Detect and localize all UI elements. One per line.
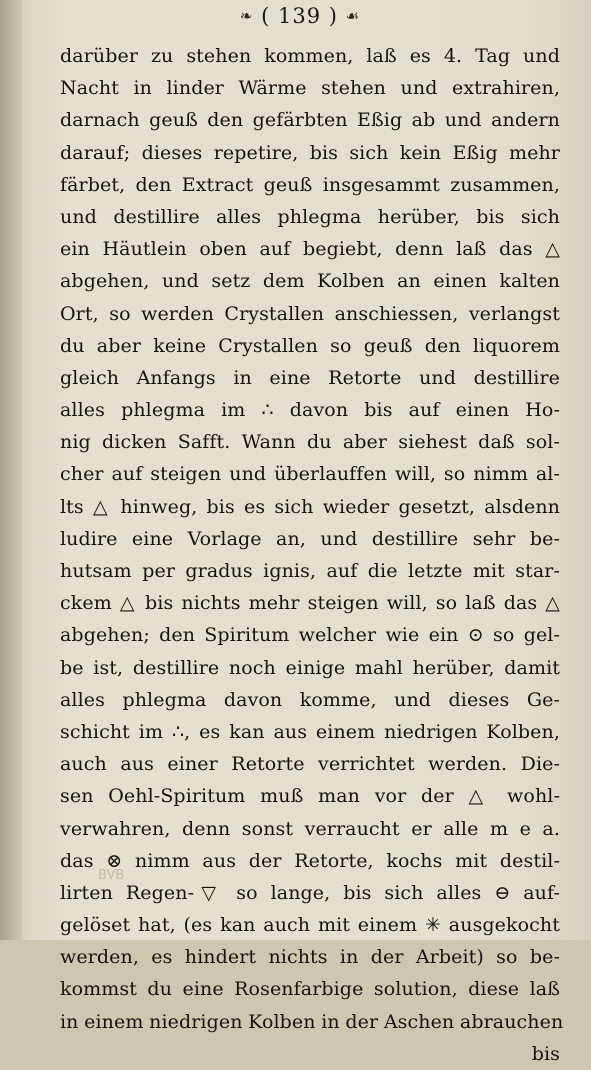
text-line: alles phlegma im ∴ davon bis auf einen Ho-	[60, 399, 560, 422]
text-line: kommst du eine Rosenfarbige solution, diese laß	[60, 978, 560, 1001]
text-line: färbet, den Extract geuß insgesammt zusammen,	[60, 173, 560, 196]
library-stamp: BVB	[98, 868, 125, 883]
text-line: schicht im ∴, es kan aus einem niedrigen Kolben,	[60, 720, 560, 743]
text-line: sen Oehl-Spiritum muß man vor der △ wohl-	[60, 785, 560, 808]
page-number: ( 139 )	[261, 4, 338, 28]
text-line: darauf; dieses repetire, bis sich kein Eßig mehr	[60, 141, 560, 164]
text-line: und destillire alles phlegma herüber, bis sich	[60, 205, 560, 228]
text-line: cher auf steigen und überlauffen will, so nimm al-	[60, 463, 560, 486]
text-line: gelöset hat, (es kan auch mit einem ✳ ausgekocht	[60, 914, 560, 937]
text-line: auch aus einer Retorte verrichtet werden. Die-	[60, 753, 560, 776]
text-line: werden, es hindert nichts in der Arbeit) so be-	[60, 946, 560, 969]
text-line: abgehen; den Spiritum welcher wie ein ⊙ so gel-	[60, 624, 560, 647]
body-text	[60, 40, 564, 1070]
text-line: abgehen, und setz dem Kolben an einen kalten	[60, 270, 560, 293]
text-line: in einem niedrigen Kolben in der Aschen abrauchen	[60, 1010, 564, 1033]
text-line: lts △ hinweg, bis es sich wieder gesetzt, alsdenn	[60, 495, 560, 518]
text-line: darnach geuß den gefärbten Eßig ab und andern	[60, 109, 560, 132]
text-line: Nacht in linder Wärme stehen und extrahiren,	[60, 77, 560, 100]
header-ornament-left: ❧	[239, 7, 254, 25]
text-line: du aber keine Crystallen so geuß den liquorem	[60, 334, 560, 357]
page-gutter-shadow	[0, 0, 22, 940]
text-line: gleich Anfangs in eine Retorte und destillire	[60, 366, 560, 389]
text-line: darüber zu stehen kommen, laß es 4. Tag und	[60, 45, 560, 67]
text-line: nig dicken Safft. Wann du aber siehest daß sol-	[60, 431, 560, 454]
page-header	[200, 4, 400, 30]
text-line: lirten Regen-▽ so lange, bis sich alles ⊖ auf-	[60, 881, 560, 904]
text-line: Ort, so werden Crystallen anschiessen, verlangst	[60, 302, 560, 325]
text-line: ludire eine Vorlage an, und destillire sehr be-	[60, 527, 560, 550]
text-line: verwahren, denn sonst verraucht er alle m e a.	[60, 817, 560, 840]
text-line: das ⊗ nimm aus der Retorte, kochs mit destil-	[60, 849, 560, 872]
text-line: alles phlegma davon komme, und dieses Ge-	[60, 688, 560, 711]
text-line: ckem △ bis nichts mehr steigen will, so laß das △	[60, 592, 560, 615]
text-line: bis	[531, 1042, 560, 1065]
text-line: be ist, destillire noch einige mahl herüber, damit	[60, 656, 560, 679]
header-ornament-right: ☙	[345, 7, 361, 25]
text-line: ein Häutlein oben auf begiebt, denn laß das △	[60, 238, 560, 261]
text-line: hutsam per gradus ignis, auf die letzte mit star-	[60, 560, 560, 582]
